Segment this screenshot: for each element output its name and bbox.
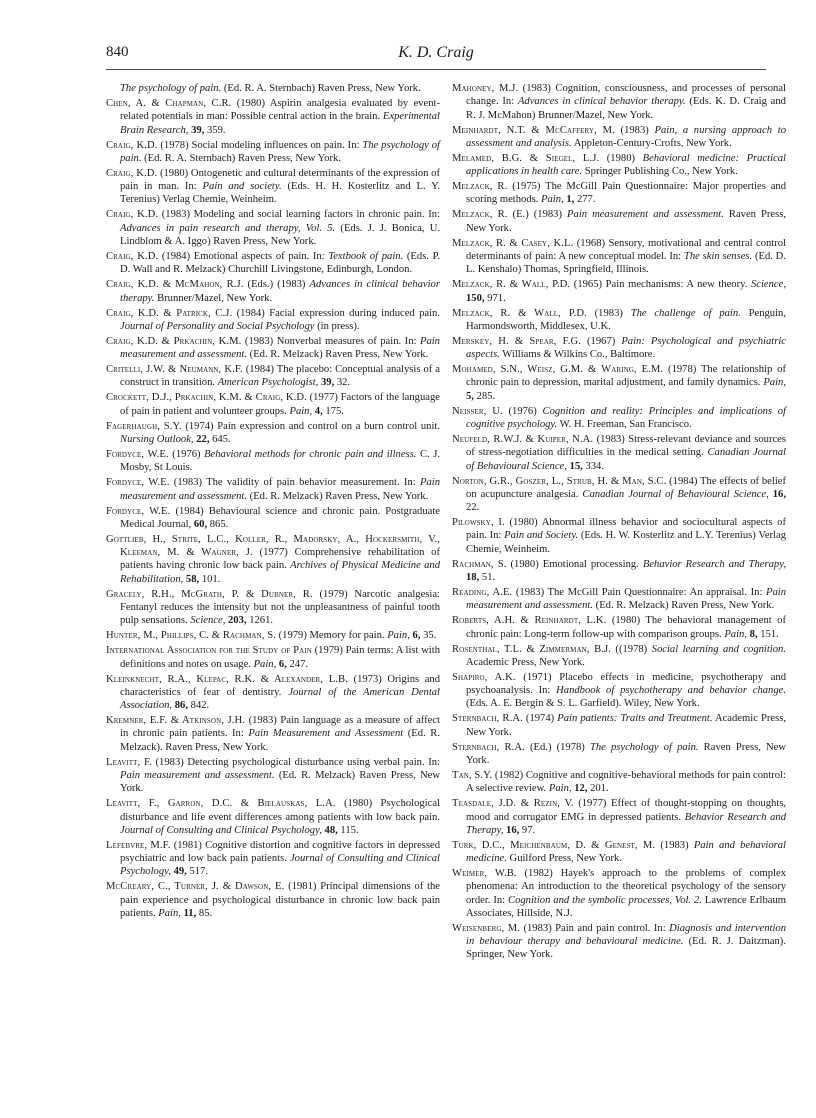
reference-text: 842.: [188, 700, 210, 712]
reference-text: (Eds. H. W. Kosterlitz and L.Y. Terenius) Verlag Chemie, Weinheim.: [466, 530, 786, 555]
reference-text: 22.: [466, 502, 480, 514]
page-header: [106, 44, 766, 72]
reference-volume: 58,: [185, 573, 200, 585]
reference-title: Canadian Journal of Behavioural Science,: [466, 447, 786, 472]
reference-volume: 39,: [320, 377, 335, 389]
page-number: 840: [106, 44, 129, 60]
reference-title: The skin senses.: [683, 250, 753, 262]
reference-entry: [452, 335, 786, 362]
reference-entry: [452, 278, 786, 305]
reference-text: 175.: [322, 405, 344, 417]
reference-volume: 5,: [466, 390, 474, 402]
reference-title: Behavior Research and Therapy,: [642, 558, 786, 570]
reference-text: (1975) The McGill Pain Questionnaire: Major properties and scoring methods.: [466, 181, 786, 206]
reference-title: Pain,: [387, 630, 410, 642]
reference-title: Handbook of psychotherapy and behavior change.: [556, 685, 787, 697]
reference-title: Pain measurement and assessment.: [466, 586, 786, 612]
reference-authors: Craig, K.D. & McMahon, R.J.: [106, 279, 244, 291]
reference-entry: [106, 82, 440, 95]
reference-authors: Pilowsky, I.: [452, 517, 505, 529]
reference-text: (1983) The McGill Pain Questionnaire: An appraisal. In:: [512, 586, 766, 598]
reference-volume: 48,: [324, 824, 338, 836]
reference-entry: [452, 558, 786, 585]
reference-title: Canadian Journal of Behavioural Science,: [582, 488, 769, 500]
reference-authors: Critelli, J.W. & Neumann, K.F.: [106, 364, 243, 376]
reference-title: The challenge of pain.: [630, 307, 741, 319]
reference-entry: [106, 307, 440, 334]
reference-text: Academic Press, New York.: [466, 713, 786, 738]
reference-authors: Weimer, W.B.: [452, 868, 517, 880]
reference-entry: [452, 363, 786, 403]
reference-entry: [106, 644, 440, 671]
reference-text: 334.: [582, 460, 604, 472]
reference-text: Brunner/Mazel, New York.: [154, 292, 273, 304]
reference-text: Penguin, Harmondsworth, Middlesex, U.K.: [466, 307, 786, 332]
reference-entry: [106, 250, 440, 277]
reference-entry: [106, 673, 440, 713]
reference-text: (1983) Detecting psychological disturbance using verbal pain. In:: [151, 756, 440, 768]
reference-entry: [106, 629, 440, 642]
reference-text: (1983) Cognition, consciousness, and processes of personal change. In:: [466, 83, 786, 108]
reference-text: (in press).: [314, 320, 360, 332]
reference-entry: [452, 769, 786, 796]
reference-authors: Fordyce, W.E.: [106, 477, 170, 489]
reference-entry: [452, 124, 786, 151]
reference-entry: [106, 797, 440, 837]
reference-title: Pain and society.: [202, 181, 282, 193]
reference-title: Pain,: [724, 628, 747, 640]
reference-authors: Chen, A. & Chapman, C.R.: [106, 98, 232, 110]
reference-text: (Ed. R. Melzack) Raven Press, New York.: [120, 769, 440, 795]
reference-title: Pain,: [548, 783, 572, 795]
reference-title: Cognition and the symbolic processes, Vol. 2.: [508, 894, 702, 906]
reference-text: Guilford Press, New York.: [506, 853, 622, 865]
reference-text: (1984) The effects of belief on acupuncture analgesia.: [466, 475, 786, 500]
reference-authors: Sternbach, R.A.: [452, 713, 523, 725]
reference-text: (Ed. R. A. Sternbach) Raven Press, New York.: [141, 152, 341, 164]
reference-authors: Hunter, M., Phillips, C. & Rachman, S.: [106, 630, 276, 642]
reference-authors: Weisenberg, M.: [452, 922, 521, 934]
reference-authors: Fagerhaugh, S.Y.: [106, 420, 182, 432]
reference-authors: Sternbach, R.A.: [452, 741, 525, 753]
reference-text: (1983) Stress-relevant deviance and sources of stress-negotiation difficulties in the medical setting.: [466, 434, 786, 459]
reference-text: (Eds. P. D. Wall and R. Melzack) Churchill Livingstone, Edinburgh, London.: [120, 250, 440, 276]
reference-entry: [106, 880, 440, 920]
reference-text: 517.: [186, 866, 208, 878]
reference-authors: Mohamed, S.N., Weisz, G.M. & Waring, E.M.: [452, 364, 664, 376]
reference-title: Cognition and reality: Principles and implications of cognitive psychology.: [466, 405, 787, 430]
reference-text: (Ed. R. Melzack) Raven Press, New York.: [593, 600, 775, 612]
reference-text: (1980) Abnormal illness behavior and sociocultural aspects of pain. In:: [466, 517, 786, 542]
reference-text: 51.: [479, 571, 496, 583]
reference-title: Pain,: [763, 377, 786, 389]
reference-text: (Eds. J. J. Bonica, U. Lindblom & A. Iggo) Raven Press, New York.: [120, 222, 440, 247]
reference-authors: Melzack, R. & Casey, K.L.: [452, 237, 574, 249]
reference-text: (1979) Memory for pain.: [275, 630, 388, 642]
reference-text: (Ed. R. Melzack). Raven Press, New York.: [120, 728, 440, 753]
reference-entry: [452, 307, 786, 334]
reference-title: Archives of Physical Medicine and Rehabilitation,: [120, 560, 440, 585]
reference-title: Pain,: [541, 194, 564, 206]
reference-text: (Ed. R. Melzack) Raven Press, New York.: [247, 349, 429, 361]
reference-entry: [106, 533, 440, 586]
reference-text: (1979) Pain terms: A list with definitions and notes on usage.: [120, 645, 440, 670]
reference-text: (1981) Principal dimensions of the pain experience and psychological disturbance in chronic low back pain patients.: [120, 881, 441, 919]
reference-entry: [452, 180, 786, 207]
reference-entry: [452, 614, 786, 641]
reference-text: (1981) Cognitive distortion and cognitive factors in depressed psychiatric and low back pain patients.: [120, 839, 440, 865]
reference-entry: [106, 839, 440, 879]
reference-authors: Neufeld, R.W.J. & Kuiper, N.A.: [452, 434, 594, 446]
reference-authors: Rosenthal, T.L. & Zimmerman, B.J.: [452, 643, 611, 655]
reference-text: 645.: [209, 434, 231, 446]
reference-text: (1979) Narcotic analgesia: Fentanyl reduces the intensity but not the unpleasantness of painful tooth pulp sensations.: [120, 588, 441, 627]
reference-text: 101.: [199, 573, 221, 585]
reference-entry: [106, 756, 440, 796]
reference-authors: Craig, K.D. & Prkachin, K.M.: [106, 335, 242, 347]
reference-volume: 203,: [228, 615, 247, 627]
reference-authors: Merskey, H. & Spear, F.G.: [452, 335, 581, 347]
reference-text: Williams & Wilkins Co., Baltimore.: [499, 349, 656, 361]
reference-title: Pain patients: Traits and Treatment.: [557, 713, 713, 725]
reference-text: (1980) Emotional processing.: [506, 558, 643, 570]
reference-volume: 150,: [466, 292, 485, 304]
reference-authors: Leavitt, F., Garron, D.C. & Bielauskas, L.A.: [106, 798, 336, 810]
reference-title: Advances in clinical behavior therapy.: [517, 96, 686, 108]
reference-authors: Rachman, S.: [452, 558, 507, 570]
reference-entry: [452, 712, 786, 739]
reference-authors: Turk, D.C., Meichenbaum, D. & Genest, M.: [452, 839, 656, 851]
reference-entry: [106, 97, 440, 137]
reference-entry: [452, 516, 786, 556]
reference-volume: 1,: [566, 194, 575, 206]
reference-title: Nursing Outlook,: [120, 434, 194, 446]
reference-authors: Kremner, E.F. & Atkinson, J.H.: [106, 715, 246, 727]
reference-entry: [452, 237, 786, 277]
reference-text: (1980): [599, 152, 643, 164]
reference-authors: Melzack, R. & Wall, P.D.: [452, 279, 571, 291]
reference-entry: [452, 208, 786, 235]
reference-text: 247.: [286, 658, 309, 670]
reference-text: (1983) Nonverbal measures of pain. In:: [241, 335, 420, 347]
reference-text: (Eds. K. D. Craig and R. J. McMahon) Brunner/Mazel, New York.: [466, 96, 786, 121]
reference-title: Pain measurement and assessment.: [120, 477, 440, 502]
reference-text: (Eds.) (1983): [243, 279, 310, 291]
reference-title: Pain measurement and assessment.: [567, 209, 724, 221]
reference-title: Pain Measurement and Assessment: [248, 728, 404, 740]
reference-entry: [106, 139, 440, 166]
reference-text: Academic Press, New York.: [466, 656, 585, 668]
reference-authors: Meinhardt, N.T. & McCaffery, M.: [452, 124, 615, 136]
header-rule: [106, 69, 766, 70]
reference-title: Journal of Personality and Social Psychology: [120, 320, 315, 332]
reference-entry: [452, 586, 786, 613]
reference-authors: Melzack, R.: [452, 181, 508, 193]
reference-text: (1984) The placebo: Conceptual analysis of a construct in transition.: [120, 364, 440, 389]
reference-entry: [106, 476, 440, 503]
reference-text: (1984) Facial expression during induced pain.: [232, 307, 440, 319]
reference-authors: Neisser, U.: [452, 405, 503, 417]
reference-authors: Tan, S.Y.: [452, 769, 493, 781]
reference-entry: [106, 391, 440, 418]
reference-entry: [452, 433, 786, 473]
reference-entry: [106, 714, 440, 754]
reference-title: Pain and behavioral medicine.: [466, 839, 787, 865]
reference-text: (1983): [655, 839, 694, 851]
reference-title: Pain, a nursing approach to assessment and analysis.: [466, 124, 786, 149]
reference-authors: Melzack, R.: [452, 209, 508, 221]
reference-text: Appleton-Century-Crofts, New York.: [571, 137, 732, 149]
reference-text: 359.: [204, 124, 226, 136]
reference-authors: Lefebvre, M.F.: [106, 839, 171, 851]
reference-entry: [452, 475, 786, 515]
reference-text: (1980) Ontogenetic and cultural determinants of the expression of pain in man. In:: [120, 167, 441, 193]
reference-text: (1983): [586, 307, 631, 319]
reference-text: (1984) Behavioural science and chronic pain. Postgraduate Medical Journal,: [120, 505, 440, 530]
reference-text: (1980) The behavioral management of chronic pain: Long-term follow-up with comparison groups.: [466, 615, 786, 640]
reference-authors: International Association for the Study of Pain: [106, 645, 312, 657]
reference-text: (1980) Aspirin analgesia evaluated by event-related potentials in man: Possible central action in the brain.: [120, 98, 441, 123]
reference-authors: McCreary, C., Turner, J. & Dawson, E.: [106, 881, 285, 893]
reference-authors: Kleinknecht, R.A., Klepac, R.K. & Alexander, L.B.: [106, 673, 348, 685]
reference-text: W. H. Freeman, San Francisco.: [557, 418, 692, 430]
reference-entry: [452, 867, 786, 920]
reference-text: (1984) Emotional aspects of pain. In:: [158, 250, 329, 262]
reference-text: (1980) Psychological disturbance and life event differences among patients with low back pain.: [120, 798, 440, 823]
reference-authors: Norton, G.R., Goszer, L., Strub, H. & Man, S.C.: [452, 475, 667, 487]
reference-volume: 6,: [278, 658, 287, 670]
reference-authors: Fordyce, W.E.: [106, 505, 171, 517]
reference-entry: [452, 405, 786, 432]
reference-title: Pain: Psychological and psychiatric aspects.: [466, 335, 786, 361]
reference-volume: 16,: [506, 824, 520, 836]
references-left-column: [106, 82, 440, 922]
reference-text: (1978) Social modeling influences on pain. In:: [157, 139, 363, 151]
reference-volume: 16,: [772, 488, 786, 500]
reference-text: (1983): [614, 124, 655, 136]
reference-title: Science,: [750, 279, 786, 291]
reference-title: Behavior Research and Therapy,: [466, 811, 786, 836]
reference-authors: Reading, A.E.: [452, 586, 513, 598]
reference-volume: 18,: [466, 571, 480, 583]
reference-text: (1983) Pain and pain control. In:: [520, 922, 670, 934]
reference-entry: [452, 839, 786, 866]
reference-title: Science,: [190, 615, 226, 627]
reference-text: 277.: [574, 194, 596, 206]
reference-entry: [106, 278, 440, 305]
reference-title: Pain measurement and assessment.: [120, 335, 440, 361]
reference-authors: Shapiro, A.K.: [452, 671, 516, 683]
reference-title: Journal of Consulting and Clinical Psychology,: [120, 853, 440, 878]
reference-volume: 22,: [196, 434, 210, 446]
reference-title: Pain and Society.: [504, 530, 579, 542]
reference-entry: [452, 922, 786, 962]
reference-text: 85.: [196, 907, 213, 919]
reference-title: Pain measurement and assessment.: [120, 769, 275, 781]
reference-text: (1971) Placebo effects in medicine, psychotherapy and psychoanalysis. In:: [466, 671, 786, 697]
reference-volume: 39,: [191, 124, 205, 136]
reference-authors: Craig, K.D.: [106, 250, 159, 262]
reference-title: Textbook of pain.: [328, 250, 404, 262]
reference-title: The psychology of pain.: [589, 741, 699, 753]
reference-volume: 49,: [173, 866, 187, 878]
reference-authors: Roberts, A.H. & Reinhardt, L.K.: [452, 615, 607, 627]
reference-text: (1977) Comprehensive rehabilitation of patients having chronic low back pain.: [120, 547, 440, 572]
reference-text: 32.: [334, 377, 351, 389]
reference-text: (1978) The relationship of chronic pain to depression, marital adjustment, and family dynamics.: [466, 364, 786, 389]
references-right-column: [452, 82, 786, 963]
reference-entry: [106, 448, 440, 475]
reference-title: Pain,: [158, 907, 181, 919]
reference-text: 971.: [484, 292, 506, 304]
reference-authors: Melamed, B.G. & Siegel, L.J.: [452, 152, 600, 164]
reference-authors: Fordyce, W.E.: [106, 449, 169, 461]
reference-text: (1965) Pain mechanisms: A new theory.: [570, 279, 751, 291]
reference-text: (Ed. R. J. Daitzman). Springer, New York.: [466, 936, 786, 961]
reference-text: (Eds. A. E. Bergin & S. L. Garfield). Wiley, New York.: [466, 698, 700, 710]
reference-text: 285.: [473, 390, 496, 402]
reference-text: (1976): [502, 405, 543, 417]
reference-text: (Ed. R. A. Sternbach) Raven Press, New York.: [221, 83, 421, 94]
reference-text: (1977) Factors of the language of pain in patient and volunteer groups.: [120, 392, 440, 417]
reference-text: ((1978): [610, 643, 652, 655]
reference-text: (1982) Cognitive and cognitive-behavioral methods for pain control: A selective review.: [466, 769, 786, 795]
reference-text: (Ed. D. L. Kenshalo) Thomas, Springfield, Illinois.: [466, 250, 786, 276]
running-head: K. D. Craig: [398, 44, 474, 61]
reference-text: (1968) Sensory, motivational and central control determinants of pain: A new conceptual model. In:: [466, 237, 786, 262]
reference-text: 151.: [757, 628, 779, 640]
reference-title: Pain,: [253, 658, 277, 670]
reference-volume: 4,: [314, 405, 323, 417]
reference-authors: Craig, K.D.: [106, 139, 158, 151]
reference-title: American Psychologist,: [217, 377, 319, 389]
reference-title: Experimental Brain Research,: [120, 111, 440, 136]
reference-title: Journal of the American Dental Association,: [120, 686, 440, 712]
reference-authors: Gottlieb, H., Strite, L.C., Koller, R., Madorsky, A., Hockersmith, V., Kleeman, M. & Wagner, J.: [106, 533, 440, 559]
reference-title: Advances in clinical behavior therapy.: [120, 279, 440, 304]
reference-authors: Melzack, R. & Wall, P.D.: [452, 307, 587, 319]
reference-title: Behavioral medicine: Practical applications in health care.: [466, 152, 786, 178]
reference-volume: 12,: [574, 783, 588, 795]
reference-entry: [106, 335, 440, 362]
reference-text: Springer Publishing Co., New York.: [582, 166, 738, 178]
reference-title: Pain,: [289, 405, 313, 417]
reference-entry: [106, 420, 440, 447]
reference-entry: [106, 505, 440, 532]
reference-entry: [106, 588, 440, 628]
reference-entry: [452, 643, 786, 670]
reference-text: 35.: [420, 630, 437, 642]
reference-volume: 6,: [412, 630, 421, 642]
reference-text: 115.: [337, 824, 359, 836]
reference-text: (1974): [522, 713, 558, 725]
reference-text: 1261.: [246, 615, 274, 627]
reference-volume: 15,: [569, 460, 583, 472]
reference-text: (1967): [580, 335, 622, 347]
reference-text: (E.) (1983): [507, 209, 568, 221]
reference-title: Behavioral methods for chronic pain and illness.: [204, 449, 417, 461]
reference-text: 97.: [519, 824, 536, 836]
reference-volume: 60,: [193, 518, 208, 530]
reference-authors: Craig, K.D. & Patrick, C.J.: [106, 307, 233, 319]
reference-text: (Eds. H. H. Kosterlitz and L. Y. Terenius) Verlag Chemie, Weinheim.: [120, 181, 441, 206]
reference-title: Journal of Consulting and Clinical Psychology,: [120, 824, 322, 836]
reference-text: Raven Press, New York.: [466, 209, 786, 234]
reference-entry: [452, 671, 786, 711]
reference-authors: Crockett, D.J., Prkachin, K.M. & Craig, K.D.: [106, 392, 307, 404]
reference-text: 865.: [207, 518, 229, 530]
reference-title: The psychology of pain.: [120, 83, 222, 94]
reference-entry: [106, 167, 440, 207]
reference-title: Diagnosis and intervention in behaviour therapy and behavioural medicine.: [466, 922, 786, 948]
reference-entry: [106, 363, 440, 390]
reference-text: Raven Press, New York.: [466, 741, 786, 766]
reference-entry: [106, 208, 440, 248]
reference-authors: Leavitt, F.: [106, 756, 152, 768]
reference-authors: Gracely, R.H., McGrath, P. & Dubner, R.: [106, 588, 313, 600]
reference-text: (Ed. R. Melzack) Raven Press, New York.: [247, 490, 429, 502]
reference-authors: Teasdale, J.D. & Rezin, V.: [452, 798, 574, 810]
reference-authors: Craig, K.D.: [106, 209, 159, 221]
reference-text: (1974) Pain expression and control on a burn control unit.: [181, 420, 441, 432]
reference-title: The psychology of pain.: [120, 139, 440, 164]
reference-text: (1983) The validity of pain behavior measurement. In:: [169, 477, 420, 489]
reference-entry: [452, 82, 786, 122]
reference-title: Advances in pain research and therapy, Vol. 5.: [120, 222, 336, 234]
reference-text: Lawrence Erlbaum Associates, Hillside, N.J.: [466, 894, 786, 919]
reference-authors: Mahoney, M.J.: [452, 83, 519, 94]
reference-text: 201.: [587, 783, 609, 795]
reference-text: (1976): [168, 449, 205, 461]
reference-text: (1977) Effect of thought-stopping on thoughts, mood and corrugator EMG in depressed patients.: [466, 798, 786, 823]
reference-authors: Craig, K.D.: [106, 167, 158, 179]
reference-volume: 11,: [183, 907, 197, 919]
reference-entry: [452, 741, 786, 768]
reference-entry: [452, 797, 786, 837]
reference-text: (1973) Origins and characteristics of fear of dentistry.: [120, 673, 441, 698]
reference-text: (1983) Pain language as a measure of affect in chronic pain patients. In:: [120, 715, 440, 740]
reference-text: C. J. Mosby, St Louis.: [120, 449, 440, 474]
reference-entry: [452, 152, 786, 179]
reference-text: (Ed.) (1978): [524, 741, 590, 753]
reference-volume: 8,: [749, 628, 758, 640]
reference-title: Social learning and cognition.: [651, 643, 786, 655]
reference-text: (1982) Hayek's approach to the problems of complex phenomena: An introduction to the theoretical psychology of the sensory order. In:: [466, 868, 786, 906]
reference-text: (1983) Modeling and social learning factors in chronic pain. In:: [158, 209, 441, 221]
reference-volume: 86,: [174, 700, 188, 712]
